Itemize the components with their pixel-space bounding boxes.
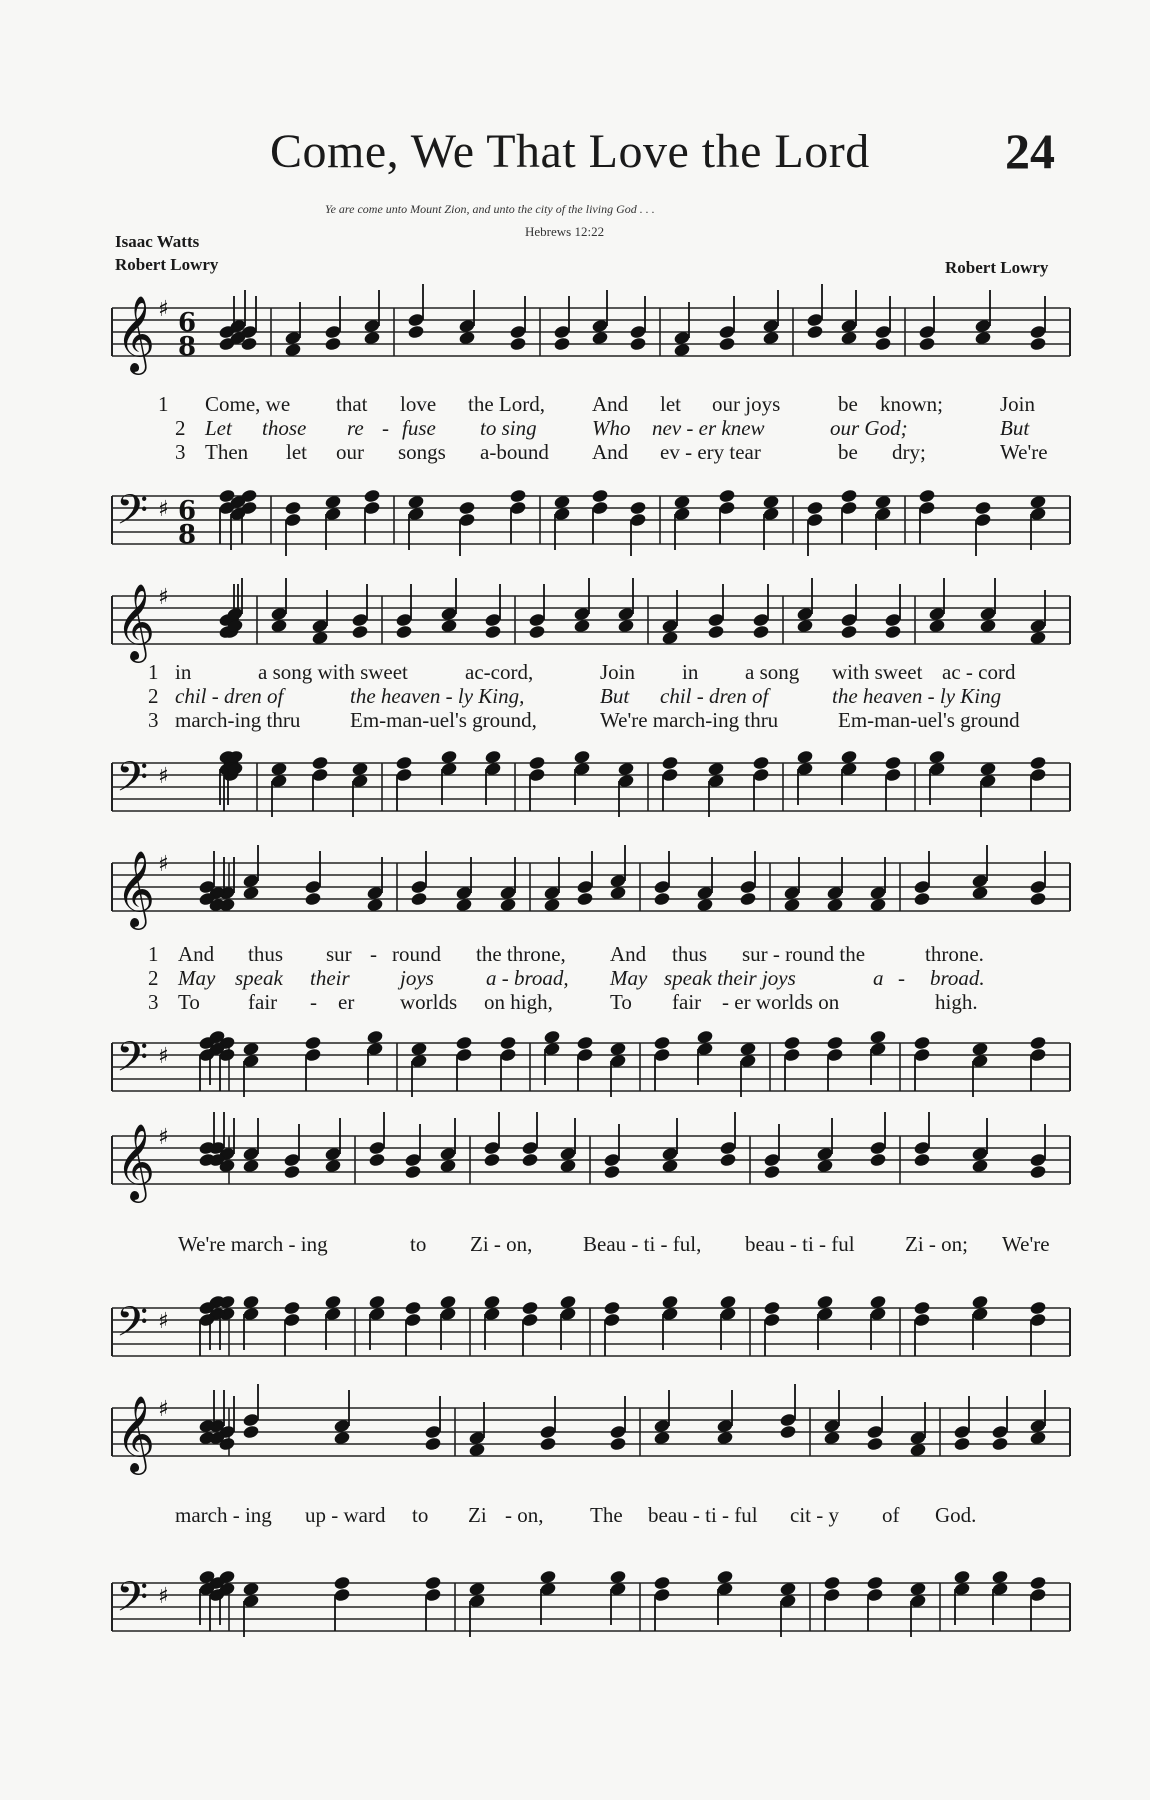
- time-signature-icon: 8: [178, 332, 197, 362]
- lyric-syllable: those: [262, 416, 307, 440]
- lyric-syllable: love: [400, 392, 437, 416]
- treble-clef-icon: 𝄞: [116, 850, 156, 927]
- lyric-syllable: Let: [205, 416, 232, 440]
- refrain-lyric-line: [0, 1232, 1150, 1256]
- verse-number: 1: [158, 392, 169, 416]
- lyric-syllable: fair: [672, 990, 702, 1014]
- lyric-syllable: broad.: [930, 966, 985, 990]
- verse-number: 1: [148, 660, 159, 684]
- note-head: [407, 324, 425, 339]
- note-head: [1029, 891, 1047, 906]
- note-head: [629, 336, 647, 351]
- lyric-syllable: Zi - on,: [470, 1232, 533, 1256]
- lyric-syllable: our: [336, 440, 364, 464]
- note-head: [483, 1152, 501, 1167]
- lyric-syllable: We're: [1002, 1232, 1050, 1256]
- note-head: [404, 1300, 422, 1315]
- note-head: [991, 1436, 1009, 1451]
- lyric-syllable: a - broad,: [486, 966, 569, 990]
- scripture-reference: Hebrews 12:22: [525, 224, 605, 239]
- lyric-syllable: a: [873, 966, 884, 990]
- lyric-syllable: ac - cord: [942, 660, 1016, 684]
- lyric-syllable: To: [610, 990, 632, 1014]
- lyric-line-verse-3: [0, 440, 1150, 464]
- lyric-syllable: Beau - ti - ful,: [583, 1232, 702, 1256]
- note-head: [311, 755, 329, 770]
- lyric-syllable: Em-man-uel's ground,: [350, 708, 537, 732]
- treble-clef-icon: 𝄞: [116, 583, 156, 660]
- bass-staff: [0, 1290, 1150, 1370]
- lyric-syllable: We're march - ing: [178, 1232, 328, 1256]
- key-signature-sharp-icon: ♯: [158, 1397, 169, 1422]
- key-signature-sharp-icon: ♯: [158, 764, 169, 789]
- bass-clef-icon: 𝄢: [116, 486, 149, 544]
- lyric-syllable: - er worlds on: [722, 990, 840, 1014]
- note-head: [866, 1575, 884, 1590]
- lyric-syllable: the Lord,: [468, 392, 545, 416]
- note-head: [553, 336, 571, 351]
- lyric-line-verse-1: [0, 660, 1150, 684]
- note-head: [974, 500, 992, 515]
- note-head: [718, 336, 736, 351]
- lyric-syllable: in: [175, 660, 192, 684]
- lyric-syllable: worlds: [400, 990, 458, 1014]
- lyric-syllable: er: [338, 990, 355, 1014]
- note-head: [1029, 336, 1047, 351]
- note-head: [576, 1035, 594, 1050]
- note-head: [368, 1152, 386, 1167]
- treble-staff: [0, 845, 1150, 925]
- lyric-line-verse-2: [0, 684, 1150, 708]
- lyric-syllable: But: [1000, 416, 1030, 440]
- note-head: [424, 1575, 442, 1590]
- note-head: [404, 1164, 422, 1179]
- lyric-syllable: -: [898, 966, 905, 990]
- lyric-syllable: cit - y: [790, 1503, 839, 1527]
- lyric-syllable: the throne,: [476, 942, 566, 966]
- note-head: [1029, 1300, 1047, 1315]
- bass-clef-icon: 𝄢: [116, 753, 149, 811]
- lyric-syllable: chil - dren of: [175, 684, 284, 708]
- lyric-syllable: let: [660, 392, 681, 416]
- lyric-syllable: thus: [248, 942, 284, 966]
- lyric-line-verse-2: [0, 416, 1150, 440]
- lyric-syllable: round: [392, 942, 441, 966]
- lyricist-credit: Isaac Watts: [115, 232, 200, 251]
- lyric-syllable: on high,: [484, 990, 553, 1014]
- verse-number: 1: [148, 942, 159, 966]
- time-signature-icon: 6: [178, 496, 197, 526]
- lyric-syllable: Zi - on;: [905, 1232, 968, 1256]
- treble-clef-icon: 𝄞: [116, 1123, 156, 1200]
- note-head: [351, 624, 369, 639]
- lyric-syllable: be: [838, 392, 858, 416]
- note-head: [806, 500, 824, 515]
- note-head: [1029, 1035, 1047, 1050]
- lyric-syllable: Join: [600, 660, 636, 684]
- note-head: [874, 336, 892, 351]
- lyric-syllable: nev - er knew: [652, 416, 765, 440]
- lyric-syllable: -: [382, 416, 389, 440]
- note-head: [603, 1300, 621, 1315]
- note-head: [284, 500, 302, 515]
- note-head: [455, 1035, 473, 1050]
- note-head: [324, 336, 342, 351]
- key-signature-sharp-icon: ♯: [158, 852, 169, 877]
- bass-clef-icon: 𝄢: [116, 1033, 149, 1091]
- treble-clef-icon: 𝄞: [116, 1395, 156, 1472]
- bass-staff: [0, 1025, 1150, 1105]
- lyric-line-verse-3: [0, 708, 1150, 732]
- time-signature-icon: 6: [178, 308, 197, 338]
- lyric-syllable: - on,: [505, 1503, 544, 1527]
- lyric-syllable: of: [882, 1503, 900, 1527]
- note-head: [363, 488, 381, 503]
- note-head: [410, 891, 428, 906]
- lyric-syllable: our joys: [712, 392, 781, 416]
- lyric-syllable: But: [600, 684, 630, 708]
- lyric-syllable: that: [336, 392, 368, 416]
- key-signature-sharp-icon: ♯: [158, 1044, 169, 1069]
- composer-credit-left: Robert Lowry: [115, 255, 219, 274]
- verse-number: 3: [175, 440, 186, 464]
- lyric-syllable: We're march-ing thru: [600, 708, 779, 732]
- lyric-syllable: And: [178, 942, 215, 966]
- verse-number: 2: [148, 966, 159, 990]
- treble-staff: [0, 1390, 1150, 1470]
- note-head: [918, 488, 936, 503]
- note-head: [528, 755, 546, 770]
- note-head: [739, 891, 757, 906]
- note-head: [283, 1164, 301, 1179]
- note-head: [424, 1436, 442, 1451]
- key-signature-sharp-icon: ♯: [158, 1125, 169, 1150]
- note-head: [499, 1035, 517, 1050]
- lyric-syllable: a song: [745, 660, 800, 684]
- note-head: [719, 1152, 737, 1167]
- lyric-syllable: God.: [935, 1503, 977, 1527]
- lyric-syllable: Come, we: [205, 392, 291, 416]
- note-head: [752, 624, 770, 639]
- note-head: [528, 624, 546, 639]
- lyric-line-verse-2: [0, 966, 1150, 990]
- lyric-syllable: to sing: [480, 416, 537, 440]
- note-head: [913, 1152, 931, 1167]
- key-signature-sharp-icon: ♯: [158, 497, 169, 522]
- lyric-syllable: in: [682, 660, 699, 684]
- lyric-syllable: And: [592, 440, 629, 464]
- verse-number: 2: [175, 416, 186, 440]
- treble-staff: [0, 1118, 1150, 1198]
- lyric-syllable: ac-cord,: [465, 660, 534, 684]
- lyric-syllable: chil - dren of: [660, 684, 769, 708]
- scripture-quote: Ye are come unto Mount Zion, and unto the city of the living God . . .: [325, 202, 655, 216]
- lyric-syllable: Then: [205, 440, 249, 464]
- lyric-syllable: May: [610, 966, 648, 990]
- lyric-syllable: To: [178, 990, 200, 1014]
- lyric-syllable: The: [590, 1503, 623, 1527]
- lyric-syllable: Zi: [468, 1503, 487, 1527]
- lyric-syllable: Em-man-uel's ground: [838, 708, 1020, 732]
- note-head: [653, 1575, 671, 1590]
- lyric-syllable: songs: [398, 440, 446, 464]
- lyric-syllable: throne.: [925, 942, 984, 966]
- lyric-line-verse-1: [0, 942, 1150, 966]
- note-head: [333, 1575, 351, 1590]
- lyric-syllable: Who: [592, 416, 631, 440]
- lyric-syllable: beau - ti - ful: [648, 1503, 758, 1527]
- note-head: [521, 1152, 539, 1167]
- hymn-title: Come, We That Love the Lord: [270, 125, 870, 178]
- lyric-syllable: up - ward: [305, 1503, 386, 1527]
- note-head: [591, 488, 609, 503]
- lyric-syllable: high.: [935, 990, 978, 1014]
- key-signature-sharp-icon: ♯: [158, 1309, 169, 1334]
- lyric-syllable: fuse: [402, 416, 436, 440]
- lyric-syllable: -: [370, 942, 377, 966]
- lyric-syllable: known;: [880, 392, 943, 416]
- treble-staff: [0, 578, 1150, 658]
- note-head: [395, 755, 413, 770]
- lyric-syllable: beau - ti - ful: [745, 1232, 855, 1256]
- lyric-syllable: thus: [672, 942, 708, 966]
- note-head: [539, 1436, 557, 1451]
- lyric-syllable: ev - ery tear: [660, 440, 761, 464]
- note-head: [840, 488, 858, 503]
- composer-credit-right: Robert Lowry: [945, 258, 1049, 277]
- lyric-syllable: a song with sweet: [258, 660, 408, 684]
- note-head: [629, 500, 647, 515]
- note-head: [242, 1424, 260, 1439]
- key-signature-sharp-icon: ♯: [158, 1584, 169, 1609]
- bass-clef-icon: 𝄢: [116, 1573, 149, 1631]
- lyric-syllable: fair: [248, 990, 278, 1014]
- lyric-syllable: to: [412, 1503, 429, 1527]
- bass-staff: [0, 478, 1150, 558]
- note-head: [484, 624, 502, 639]
- note-head: [913, 1300, 931, 1315]
- lyric-syllable: to: [410, 1232, 427, 1256]
- lyric-syllable: joys: [400, 966, 434, 990]
- note-head: [806, 324, 824, 339]
- lyric-syllable: their: [310, 966, 350, 990]
- lyric-syllable: speak their joys: [664, 966, 796, 990]
- note-head: [1029, 1164, 1047, 1179]
- note-head: [823, 1575, 841, 1590]
- note-head: [866, 1436, 884, 1451]
- lyric-syllable: be: [838, 440, 858, 464]
- lyric-syllable: with sweet: [832, 660, 923, 684]
- note-head: [913, 1035, 931, 1050]
- note-head: [763, 1164, 781, 1179]
- verse-number: 3: [148, 708, 159, 732]
- note-head: [661, 755, 679, 770]
- treble-clef-icon: 𝄞: [116, 295, 156, 372]
- lyric-syllable: And: [592, 392, 629, 416]
- lyric-syllable: And: [610, 942, 647, 966]
- verse-number: 3: [148, 990, 159, 1014]
- note-head: [576, 891, 594, 906]
- note-head: [783, 1035, 801, 1050]
- note-head: [869, 1152, 887, 1167]
- note-head: [826, 1035, 844, 1050]
- note-head: [1029, 1575, 1047, 1590]
- lyric-syllable: sur - round the: [742, 942, 866, 966]
- bass-clef-icon: 𝄢: [116, 1298, 149, 1356]
- note-head: [1029, 755, 1047, 770]
- note-head: [884, 755, 902, 770]
- lyric-syllable: Join: [1000, 392, 1036, 416]
- lyric-syllable: speak: [235, 966, 283, 990]
- note-head: [918, 336, 936, 351]
- key-signature-sharp-icon: ♯: [158, 297, 169, 322]
- time-signature-icon: 8: [178, 520, 197, 550]
- note-head: [913, 891, 931, 906]
- lyric-syllable: march-ing thru: [175, 708, 301, 732]
- note-head: [884, 624, 902, 639]
- note-head: [395, 624, 413, 639]
- note-head: [283, 1300, 301, 1315]
- note-head: [718, 488, 736, 503]
- note-head: [509, 336, 527, 351]
- note-head: [752, 755, 770, 770]
- note-head: [707, 624, 725, 639]
- lyric-syllable: march - ing: [175, 1503, 272, 1527]
- lyric-syllable: re: [347, 416, 364, 440]
- treble-staff: [0, 290, 1150, 370]
- lyric-syllable: -: [310, 990, 317, 1014]
- lyric-syllable: our God;: [830, 416, 908, 440]
- lyric-syllable: dry;: [892, 440, 926, 464]
- lyric-syllable: the heaven - ly King: [832, 684, 1002, 708]
- note-head: [953, 1436, 971, 1451]
- note-head: [458, 500, 476, 515]
- note-head: [653, 891, 671, 906]
- bass-staff: [0, 1565, 1150, 1645]
- lyric-syllable: the heaven - ly King,: [350, 684, 525, 708]
- lyric-syllable: May: [178, 966, 216, 990]
- lyric-syllable: We're: [1000, 440, 1048, 464]
- lyric-syllable: let: [286, 440, 307, 464]
- note-head: [521, 1300, 539, 1315]
- verse-number: 2: [148, 684, 159, 708]
- note-head: [653, 1035, 671, 1050]
- hymn-number: 24: [1005, 123, 1055, 179]
- note-head: [304, 891, 322, 906]
- bass-staff: [0, 745, 1150, 825]
- note-head: [603, 1164, 621, 1179]
- key-signature-sharp-icon: ♯: [158, 585, 169, 610]
- note-head: [763, 1300, 781, 1315]
- note-head: [779, 1424, 797, 1439]
- note-head: [609, 1436, 627, 1451]
- note-head: [509, 488, 527, 503]
- lyric-syllable: a-bound: [480, 440, 549, 464]
- lyric-syllable: sur: [326, 942, 352, 966]
- refrain-lyric-line: [0, 1503, 1150, 1527]
- lyric-line-verse-1: [0, 392, 1150, 416]
- note-head: [840, 624, 858, 639]
- note-head: [304, 1035, 322, 1050]
- lyric-line-verse-3: [0, 990, 1150, 1014]
